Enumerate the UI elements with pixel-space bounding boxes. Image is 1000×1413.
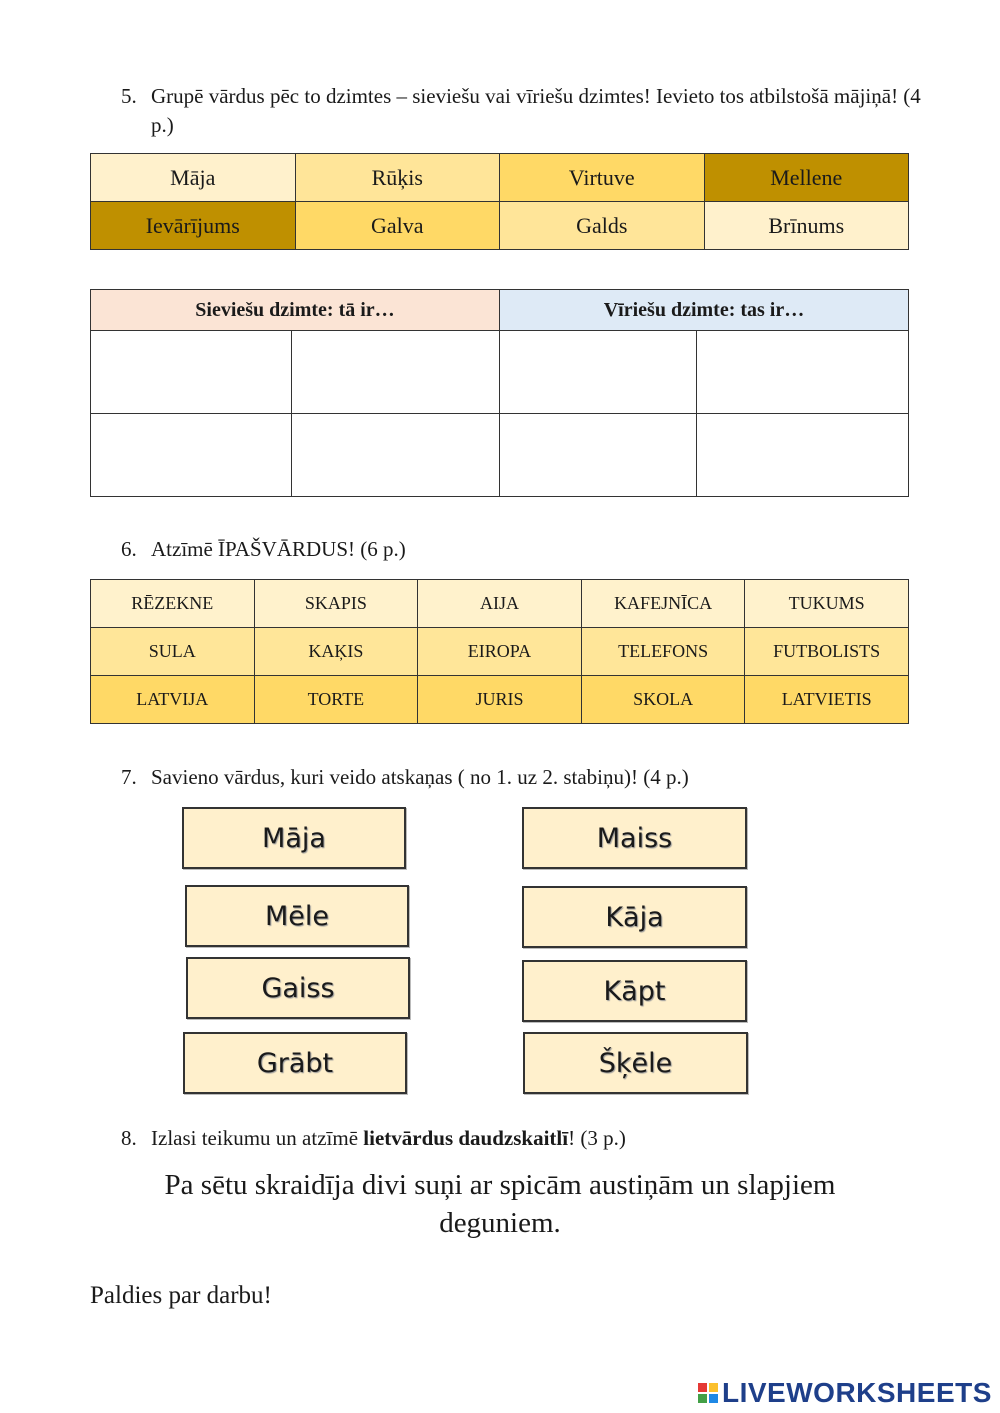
- word-cell[interactable]: AIJA: [418, 580, 582, 628]
- gender-table: [90, 289, 909, 497]
- drop-cell[interactable]: [291, 414, 499, 497]
- word-card[interactable]: Māja: [91, 154, 296, 202]
- drop-cell[interactable]: [697, 331, 909, 414]
- thanks-text: Paldies par darbu!: [90, 1282, 272, 1309]
- sentence: [100, 1166, 900, 1242]
- question-text: Atzīmē ĪPAŠVĀRDUS! (6 p.): [151, 537, 406, 561]
- drop-cell[interactable]: [697, 414, 909, 497]
- word-cell[interactable]: TELEFONS: [581, 628, 745, 676]
- match-right-word[interactable]: Kāja: [522, 886, 747, 948]
- word-cell[interactable]: SKAPIS: [254, 580, 418, 628]
- female-header: Sieviešu dzimte: tā ir…: [91, 290, 500, 331]
- sentence-line[interactable]: Pa sētu skraidīja divi suņi ar spicām austiņām un slapjiem: [164, 1169, 836, 1201]
- word-card[interactable]: Mellene: [704, 154, 909, 202]
- question-text-bold: lietvārdus daudzskaitlī: [363, 1126, 569, 1150]
- word-cell[interactable]: LATVIJA: [91, 676, 255, 724]
- match-left-word[interactable]: Grābt: [183, 1032, 407, 1094]
- word-cell[interactable]: RĒZEKNE: [91, 580, 255, 628]
- word-card[interactable]: Ievārījums: [91, 202, 296, 250]
- question-number: 6.: [121, 537, 137, 561]
- liveworksheets-logo: [698, 1377, 992, 1409]
- drop-cell[interactable]: [499, 331, 697, 414]
- question-5: [121, 82, 921, 142]
- logo-text: LIVEWORKSHEETS: [722, 1377, 992, 1408]
- word-cell[interactable]: TORTE: [254, 676, 418, 724]
- question-text: [151, 1124, 921, 1153]
- question-text-end: ! (3 p.): [568, 1126, 626, 1150]
- drop-cell[interactable]: [291, 331, 499, 414]
- word-card[interactable]: Rūķis: [295, 154, 500, 202]
- word-card[interactable]: Brīnums: [704, 202, 909, 250]
- word-cell[interactable]: EIROPA: [418, 628, 582, 676]
- drop-cell[interactable]: [499, 414, 697, 497]
- proper-noun-table: [90, 579, 909, 724]
- word-table-q5: [90, 153, 909, 250]
- question-8: [121, 1124, 921, 1154]
- question-text: Grupē vārdus pēc to dzimtes – sieviešu vai vīriešu dzimtes! Ievieto tos atbilstošā mājiņā! (4 p.): [151, 84, 921, 137]
- match-right-word[interactable]: Kāpt: [522, 960, 747, 1022]
- question-text-start: Izlasi teikumu un atzīmē: [151, 1126, 364, 1150]
- word-cell[interactable]: FUTBOLISTS: [745, 628, 909, 676]
- match-left-word[interactable]: Gaiss: [186, 957, 410, 1019]
- word-card[interactable]: Galds: [500, 202, 705, 250]
- word-card[interactable]: Virtuve: [500, 154, 705, 202]
- sentence-line[interactable]: deguniem.: [439, 1207, 561, 1239]
- word-cell[interactable]: KAFEJNĪCA: [581, 580, 745, 628]
- word-cell[interactable]: SKOLA: [581, 676, 745, 724]
- match-right-word[interactable]: Maiss: [522, 807, 747, 869]
- word-cell[interactable]: SULA: [91, 628, 255, 676]
- question-number: 8.: [121, 1126, 137, 1150]
- match-left-word[interactable]: Mēle: [185, 885, 409, 947]
- word-cell[interactable]: JURIS: [418, 676, 582, 724]
- match-left-word[interactable]: Māja: [182, 807, 406, 869]
- word-cell[interactable]: KAĶIS: [254, 628, 418, 676]
- question-6: [121, 535, 921, 565]
- question-number: 5.: [121, 84, 137, 108]
- drop-cell[interactable]: [91, 414, 292, 497]
- question-number: 7.: [121, 765, 137, 789]
- drop-cell[interactable]: [91, 331, 292, 414]
- word-card[interactable]: Galva: [295, 202, 500, 250]
- word-cell[interactable]: LATVIETIS: [745, 676, 909, 724]
- question-7: [121, 763, 921, 793]
- question-text: Savieno vārdus, kuri veido atskaņas ( no 1. uz 2. stabiņu)! (4 p.): [151, 765, 689, 789]
- word-cell[interactable]: TUKUMS: [745, 580, 909, 628]
- logo-icon: [698, 1383, 718, 1403]
- match-right-word[interactable]: Šķēle: [523, 1032, 748, 1094]
- male-header: Vīriešu dzimte: tas ir…: [499, 290, 908, 331]
